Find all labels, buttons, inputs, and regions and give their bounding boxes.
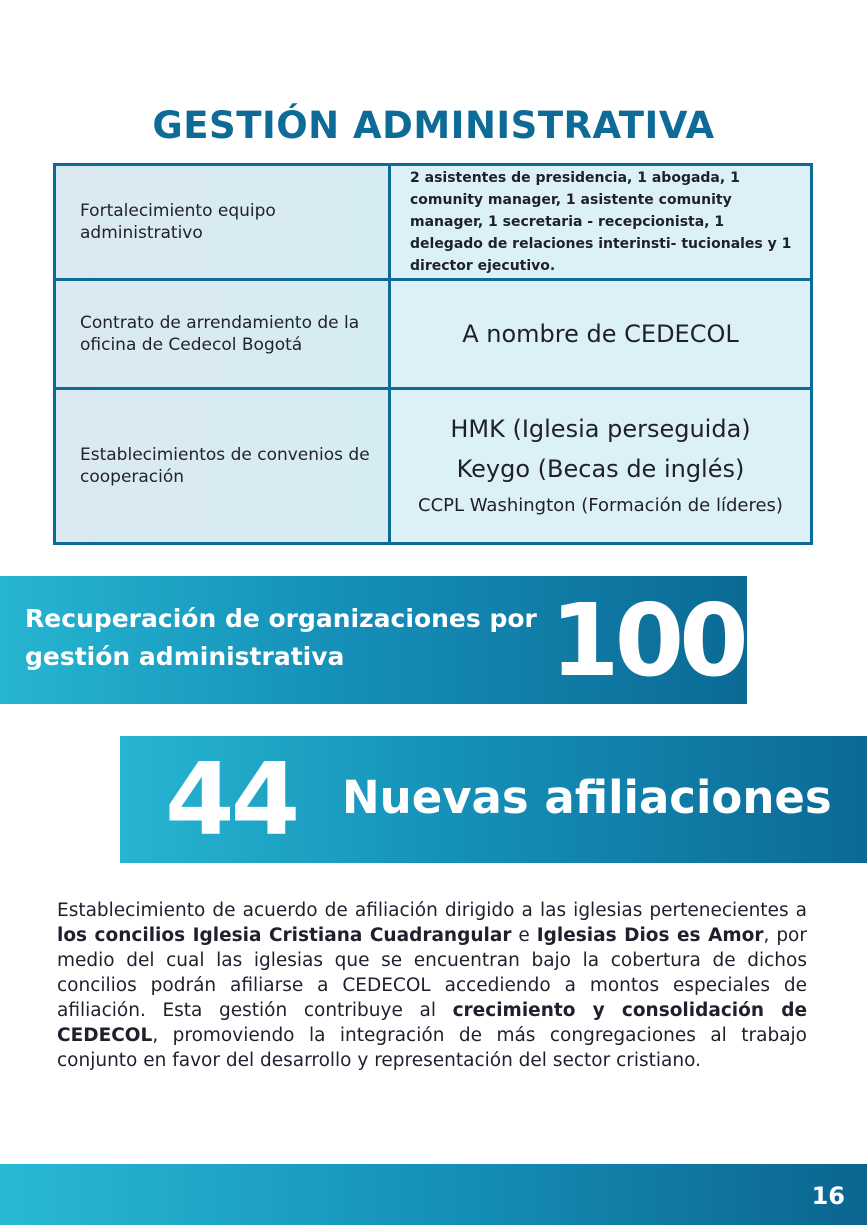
recovery-number: 100	[550, 582, 744, 699]
agreement-item: HMK (Iglesia perseguida)	[450, 415, 751, 443]
page-number: 16	[811, 1182, 845, 1210]
page-title: GESTIÓN ADMINISTRATIVA	[152, 104, 715, 147]
table-row	[55, 389, 812, 544]
description-paragraph	[57, 898, 807, 1073]
paragraph-emphasis: crecimiento y consolidación de CEDECOL	[57, 1000, 808, 1046]
staff-list: 2 asistentes de presidencia, 1 abogada, 1 comunity manager, 1 asistente comunity manager, 1 secretaria - recepcionista, 1 delegado de relaciones interinsti- tucionales y 1 director ejecutivo.	[410, 170, 792, 274]
paragraph-emphasis: Iglesias Dios es Amor	[536, 925, 764, 946]
admin-table	[53, 163, 813, 545]
table-row	[55, 165, 812, 280]
paragraph-text: , promoviendo la integración de más congregaciones al trabajo conjunto en favor del desarrollo y representación del sector cristiano.	[57, 1025, 807, 1071]
row-value	[390, 280, 812, 389]
footer-bar	[0, 1164, 867, 1225]
paragraph-text: e	[511, 925, 537, 946]
row-label: Contrato de arrendamiento de la oficina de Cedecol Bogotá	[55, 280, 390, 389]
row-label: Fortalecimiento equipo administrativo	[55, 165, 390, 280]
affiliations-number: 44	[165, 741, 297, 858]
paragraph-emphasis: los concilios Iglesia Cristiana Cuadrangular	[57, 925, 512, 946]
agreement-item: Keygo (Becas de inglés)	[456, 455, 745, 483]
affiliations-label: Nuevas afiliaciones	[342, 771, 832, 824]
paragraph-text: Establecimiento de acuerdo de afiliación dirigido a las iglesias pertenecientes a	[57, 900, 807, 921]
paragraph-text: , por medio del cual las iglesias que se encuentran bajo la cobertura de dichos concilios podrán afiliarse a CEDECOL accediendo a montos especiales de afiliación. Esta gestión contribuye al	[57, 925, 807, 1021]
lease-holder: A nombre de CEDECOL	[462, 320, 739, 348]
row-label: Establecimientos de convenios de cooperación	[55, 389, 390, 544]
row-value	[390, 165, 812, 280]
agreement-item: CCPL Washington (Formación de líderes)	[418, 495, 783, 516]
row-value	[390, 389, 812, 544]
recovery-label: Recuperación de organizaciones por gestión administrativa	[25, 604, 537, 671]
table-row	[55, 280, 812, 389]
